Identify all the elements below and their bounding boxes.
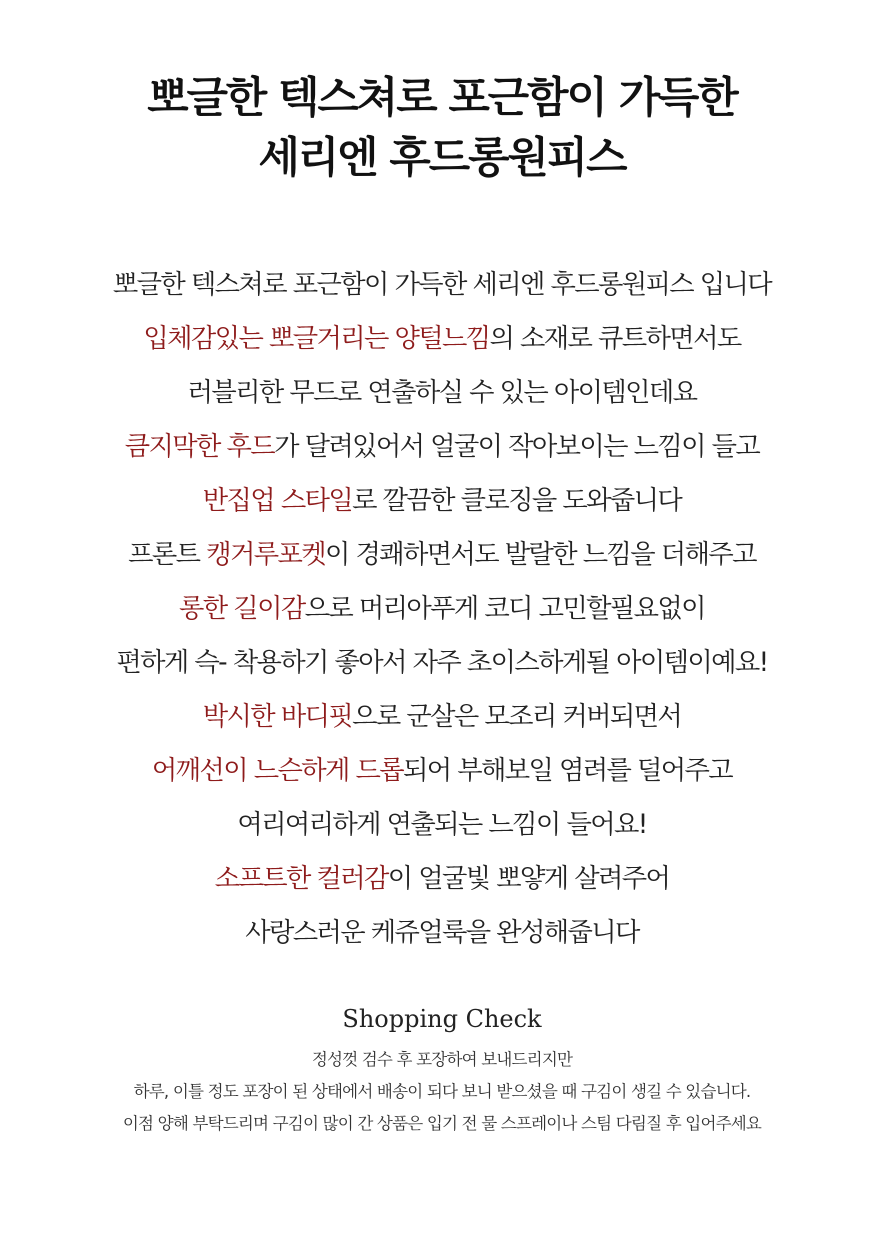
description-line [0,636,884,690]
description-line [0,906,884,960]
line-text: 로 깔끔한 클로징을 도와줍니다 [352,486,682,516]
line-text: 이 얼굴빛 뽀얗게 살려주어 [387,864,670,894]
highlight-text: 반집업 스타일 [202,486,353,516]
shopping-check-title: Shopping Check [342,1005,542,1033]
highlight-text: 소프트한 컬러감 [214,864,388,894]
title-line-2: 세리엔 후드롱원피스 [258,133,626,183]
line-text: 러블리한 무드로 연출하실 수 있는 아이템인데요 [187,378,697,408]
line-text: 프론트 [128,540,207,570]
description-line [0,474,884,528]
line-text: 되어 부해보일 염려를 덜어주고 [402,756,733,786]
description-line [0,258,884,312]
line-text: 가 달려있어서 얼굴이 작아보이는 느낌이 들고 [274,432,760,462]
description-line [0,366,884,420]
description-line [0,528,884,582]
line-text: 뽀글한 텍스쳐로 포근함이 가득한 세리엔 후드롱원피스 입니다 [112,270,772,300]
highlight-text: 캥거루포켓 [206,540,325,570]
highlight-text: 입체감있는 뽀글거리는 양털느낌 [143,324,490,354]
description-block [0,258,884,960]
notice-line-1: 정성껏 검수 후 포장하여 보내드리지만 [311,1050,573,1069]
line-text: 여리여리하게 연출되는 느낌이 들어요! [237,810,647,840]
line-text: 으로 군살은 모조리 커버되면서 [352,702,682,732]
highlight-text: 박시한 바디핏 [202,702,353,732]
title-line-1: 뽀글한 텍스쳐로 포근함이 가득한 [147,73,737,123]
description-line [0,312,884,366]
highlight-text: 어깨선이 느슨하게 드롭 [151,756,403,786]
description-line [0,798,884,852]
description-line [0,690,884,744]
description-line [0,582,884,636]
notice-line-3: 이점 양해 부탁드리며 구김이 많이 간 상품은 입기 전 물 스프레이나 스팀 다림질 후 입어주세요 [122,1114,762,1133]
notice-line-2: 하루, 이틀 정도 포장이 된 상태에서 배송이 되다 보니 받으셨을 때 구김이 생길 수 있습니다. [133,1082,751,1101]
description-line [0,744,884,798]
description-line [0,420,884,474]
highlight-text: 롱한 길이감 [179,594,305,624]
shopping-check-notice [0,1044,884,1140]
description-line [0,852,884,906]
highlight-text: 큼지막한 후드 [124,432,275,462]
line-text: 의 소재로 큐트하면서도 [489,324,741,354]
line-text: 이 경쾌하면서도 발랄한 느낌을 더해주고 [324,540,756,570]
line-text: 사랑스러운 케쥬얼룩을 완성해줍니다 [245,918,639,948]
line-text: 으로 머리아푸게 코디 고민할필요없이 [304,594,705,624]
line-text: 편하게 슥- 착용하기 좋아서 자주 초이스하게될 아이템이예요! [116,648,768,678]
page-title [0,68,884,188]
